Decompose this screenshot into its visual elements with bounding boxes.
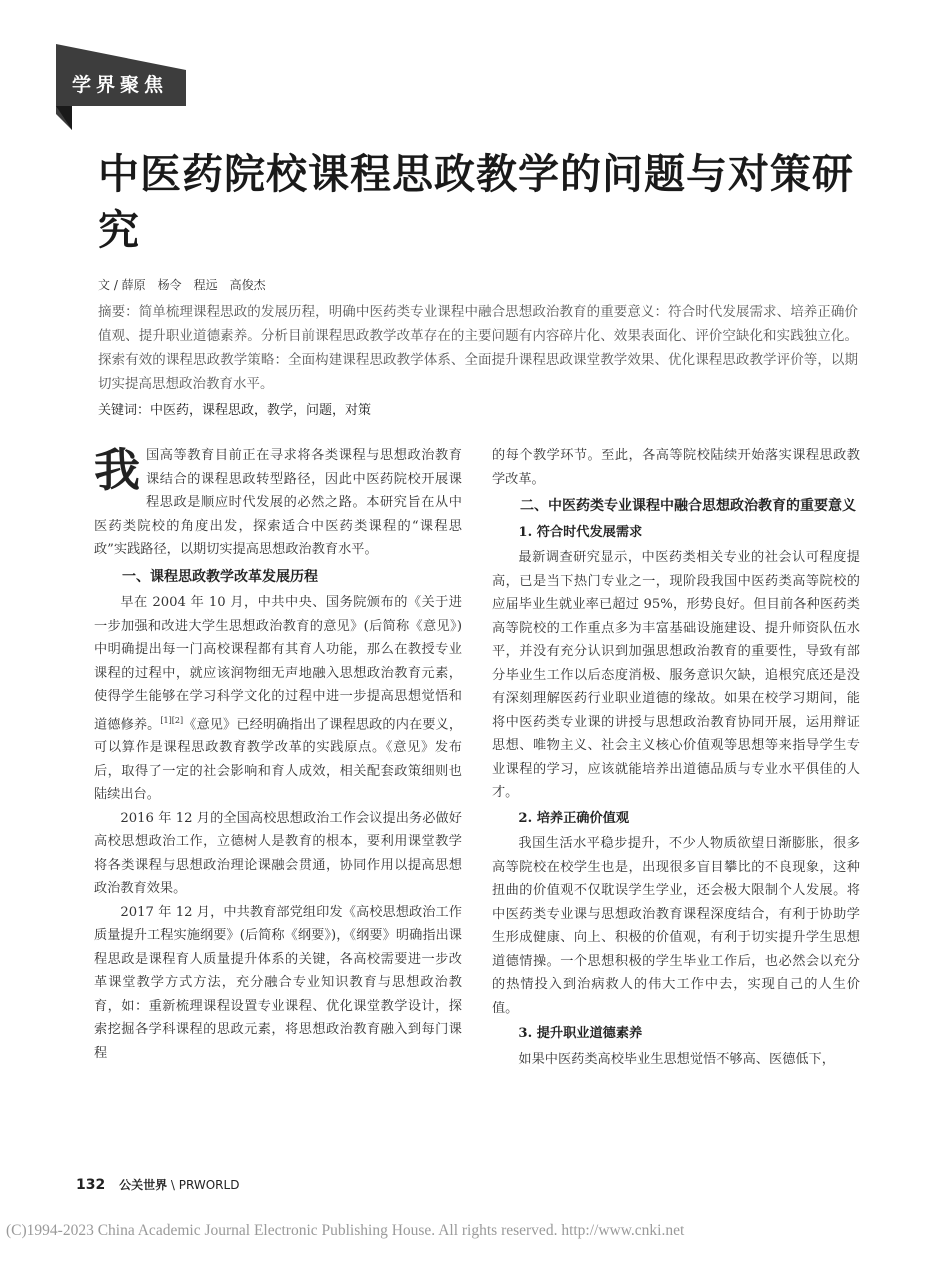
paragraph: 的每个教学环节。至此，各高等院校陆续开始落实课程思政教学改革。 (492, 448, 860, 487)
intro-paragraph (94, 444, 462, 562)
section-heading-1: 一、课程思政教学改革发展历程 (122, 568, 318, 585)
intro-text: 国高等教育目前正在寻求将各类课程与思想政治教育课结合的课程思政转型路径，因此中医药院校开展课程思政是顺应时代发展的必然之路。本研究旨在从中医药类院校的角度出发，探索适合中医药类课程的“课程思政”实践路径，以期切实提高思想政治教育水平。 (94, 448, 462, 557)
page-footer (76, 1176, 239, 1193)
citation: [1][2] (160, 715, 184, 725)
journal-name: 公关世界 (119, 1178, 168, 1192)
paragraph: 如果中医药类高校毕业生思想觉悟不够高、医德低下， (518, 1051, 835, 1067)
article-title: 中医药院校课程思政教学的问题与对策研究 (98, 150, 854, 254)
journal-name-en: PRWORLD (178, 1178, 240, 1192)
copyright-watermark: (C)1994-2023 China Academic Journal Electronic Publishing House. All rights reserved. http://www.cnki.net (6, 1222, 685, 1239)
paragraph: 我国生活水平稳步提升，不少人物质欲望日渐膨胀，很多高等院校在校学生也是，出现很多盲目攀比的不良现象，这种扭曲的价值观不仅耽误学生学业，还会极大限制个人发展。将中医药类专业课与思想政治教育课程深度结合，有利于协助学生形成健康、向上、积极的价值观，有利于切实提升学生思想道德情操。一个思想积极的学生毕业工作后，也必然会以充分的热情投入到治病救人的伟大工作中去，实现自己的人生价值。 (492, 836, 860, 1016)
keywords: 关键词：中医药，课程思政，教学，问题，对策 (98, 403, 372, 418)
section-tag: 学界聚焦 (72, 74, 169, 96)
page-number: 132 (76, 1177, 106, 1193)
section-heading-2: 二、中医药类专业课程中融合思想政治教育的重要意义 (520, 498, 856, 514)
abstract: 摘要：简单梳理课程思政的发展历程，明确中医药类专业课程中融合思想政治教育的重要意义：符合时代发展需求、培养正确价值观、提升职业道德素养。分析目前课程思政教学改革存在的主要问题有内容碎片化、效果表面化、评价空缺化和实践独立化。探索有效的课程思政教学策略：全面构建课程思政教学体系、全面提升课程思政课堂教学效果、优化课程思政教学评价等，以期切实提高思想政治教育水平。 (98, 304, 858, 392)
paragraph-text: 《意见》已经明确指出了课程思政的内在要义，可以算作是课程思政教育教学改革的实践原点。《意见》发布后，取得了一定的社会影响和育人成效，相关配套政策细则也陆续出台。 (94, 716, 463, 803)
paragraph: 2016 年 12 月的全国高校思想政治工作会议提出务必做好高校思想政治工作，立德树人是教育的根本，要利用课堂教学将各类课程与思想政治理论课融会贯通，协同作用以提高思想政治教育效果。 (94, 810, 462, 897)
paragraph: 2017 年 12 月，中共教育部党组印发《高校思想政治工作质量提升工程实施纲要》(后简称《纲要》)，《纲要》明确指出课程思政是课程育人质量提升体系的关键，各高校需要进一步改革课堂教学方式方法，充分融合专业知识教育与思想政治教育，如：重新梳理课程设置专业课程、优化课堂教学设计，探索挖掘各学科课程的思政元素，将思想政治教育融入到每门课程 (94, 904, 462, 1061)
paragraph: 最新调查研究显示，中医药类相关专业的社会认可程度提高，已是当下热门专业之一，现阶段我国中医药类高等院校的应届毕业生就业率已超过 95%，形势良好。但目前各种医药类高等院校的工作重点多为丰富基础设施建设、提升师资队伍水平，并没有充分认识到加强思想政治教育的重要性，导致有部分毕业生工作以后态度消极、服务意识欠缺，追根究底还是没有深刻理解医药行业职业道德的缘故。如果在校学习期间，能将中医药类专业课的讲授与思想政治教育协同开展，运用辩证思想、唯物主义、社会主义核心价值观等思想等来指导学生专业课程的学习，应该就能培养出道德品质与专业水平俱佳的人才。 (492, 550, 860, 800)
left-column (94, 444, 462, 1065)
footer-separator: \ (170, 1178, 175, 1192)
authors: 文 / 薛原 杨令 程远 高俊杰 (98, 278, 266, 292)
paragraph (94, 591, 462, 807)
subsection-heading: 2. 培养正确价值观 (518, 810, 630, 826)
paragraph-text: 早在 2004 年 10 月，中共中央、国务院颁布的《关于进一步加强和改进大学生思想政治教育的意见》(后简称《意见》) 中明确提出每一门高校课程都有其育人功能，那么在教授专业课程的过程中，就应该润物细无声地融入思想政治教育元素，使得学生能够在学习科学文化的过程中进一步提高思想觉悟和道德修养。 (94, 595, 462, 732)
drop-cap: 我 (94, 443, 140, 497)
subsection-heading: 1. 符合时代发展需求 (518, 524, 643, 540)
subsection-heading: 3. 提升职业道德素养 (518, 1026, 643, 1041)
right-column (492, 444, 860, 1071)
